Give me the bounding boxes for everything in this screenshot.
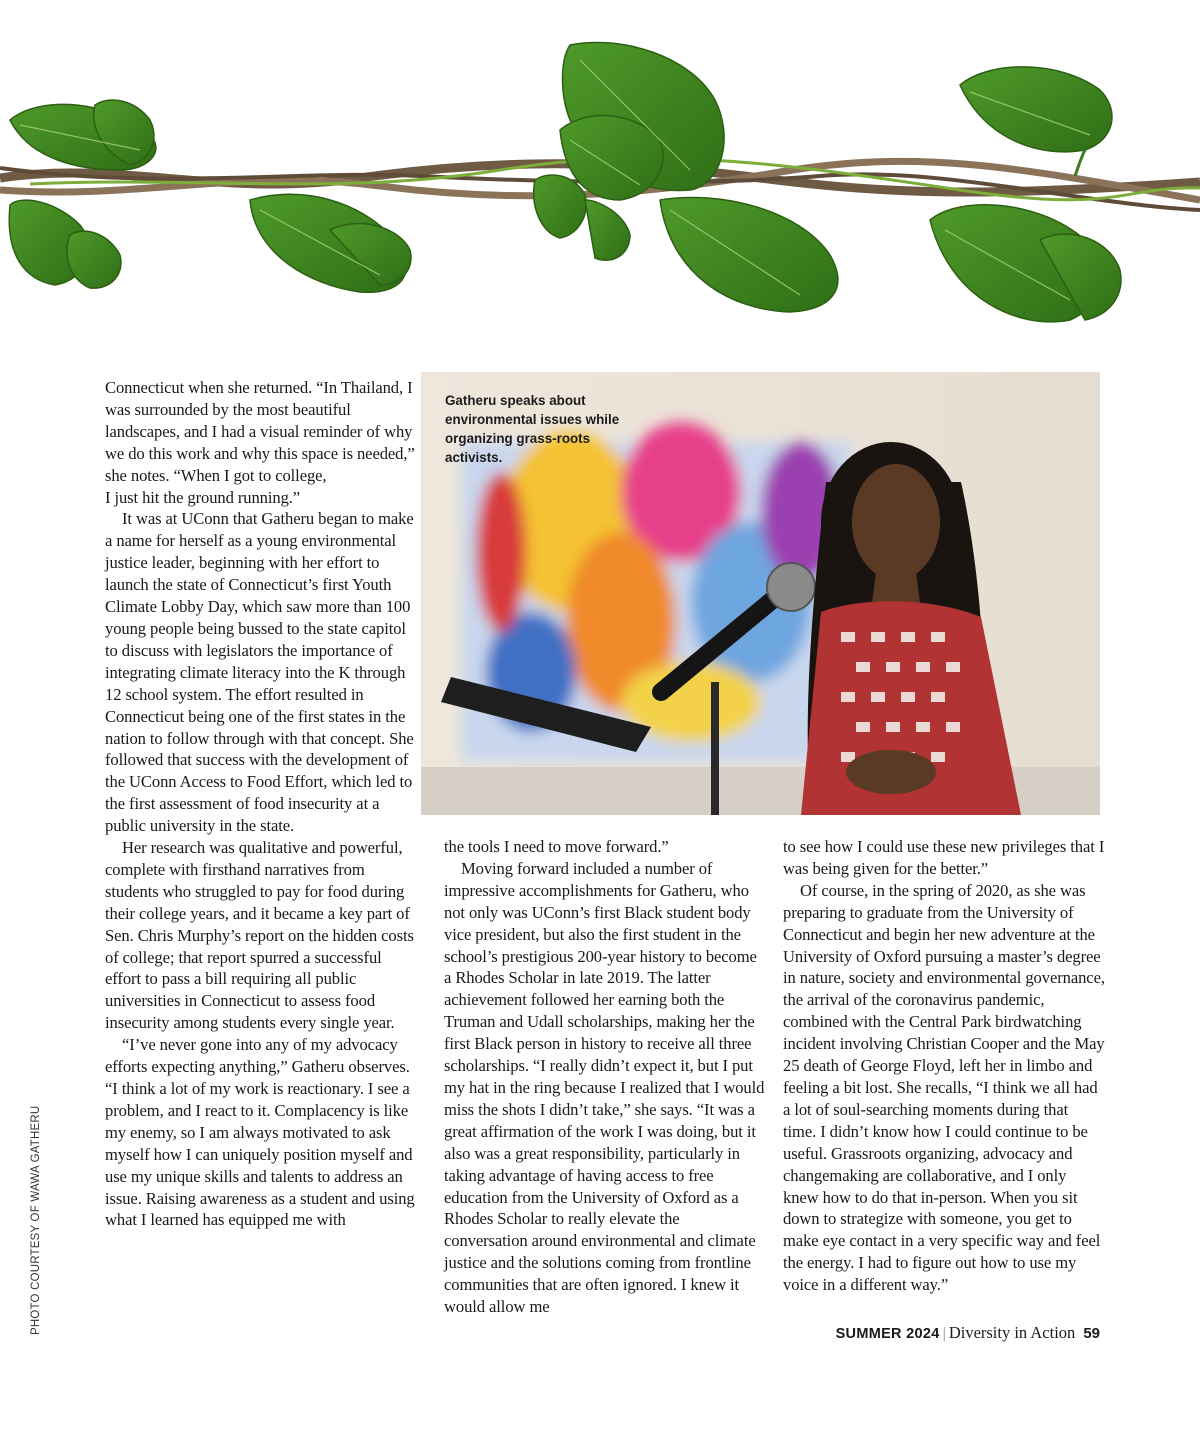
paragraph: the tools I need to move forward.” (444, 837, 669, 856)
paragraph: Connecticut when she returned. “In Thailand, I was surrounded by the most beautiful landscapes, and I had a visual reminder of why we do this work and why this space is needed,” she notes. “When I got to college, (105, 378, 415, 485)
speaker-photo (421, 372, 1100, 815)
article-column-3 (783, 836, 1105, 1296)
paragraph: Moving forward included a number of impressive accomplishments for Gatheru, who not only was UConn’s first Black student body vice president, but also the first student in the school’s prestigious 200-year history to become a Rhodes Scholar in late 2019. The latter achievement followed her earning both the Truman and Udall scholarships, making her the first Black person in history to receive all three scholarships. “I really didn’t expect it, but I put my hat in the ring because I realized that I would miss the shots I didn’t take,” she says. “It was a great affirmation of the work I was doing, but it also was a great responsibility, particularly in taking advantage of having access to free education from the University of Oxford as a Rhodes Scholar to really elevate the conversation around environmental and climate justice and the solutions coming from frontline communities that are often ignored. I knew it would allow me (444, 858, 765, 1317)
paragraph: “I’ve never gone into any of my advocacy efforts expecting anything,” Gatheru observes. “I think a lot of my work is reactionary. I see a problem, and I react to it. Complacency is like my enemy, so I am always motivated to ask myself how I can uniquely position myself and use my unique skills and talents to address an issue. Raising awareness as a student and using what I learned has equipped me with (105, 1035, 415, 1230)
issue-season: SUMMER 2024 (835, 1326, 940, 1342)
paragraph: It was at UConn that Gatheru began to make a name for herself as a young environmental justice leader, beginning with her effort to launch the state of Connecticut’s first Youth Climate Lobby Day, which saw more than 100 young people being bussed to the state capitol to discuss with legislators the importance of integrating climate literacy into the K through 12 school system. The effort resulted in Connecticut being one of the first states in the nation to follow through with that concept. She followed that success with the development of the UConn Access to Food Effort, which led to the first assessment of food insecurity at a public university in the state. (105, 509, 414, 836)
article-column-2 (444, 836, 766, 1318)
publication-name: Diversity in Action (948, 1323, 1076, 1342)
photo-credit: PHOTO COURTESY OF WAWA GATHERU (30, 1105, 42, 1335)
footer-separator: | (942, 1325, 946, 1342)
paragraph: I just hit the ground running.” (105, 487, 301, 507)
paragraph: to see how I could use these new privileges that I was being given for the better.” (783, 837, 1105, 878)
page-number: 59 (1083, 1325, 1100, 1342)
page-footer (836, 1323, 1100, 1344)
vine-illustration (0, 0, 1200, 370)
photo-caption: Gatheru speaks about environmental issues while organizing grass-roots activists. (445, 393, 620, 465)
article-column-1 (105, 377, 417, 1231)
paragraph: Her research was qualitative and powerful, complete with firsthand narratives from students who struggled to pay for food during their college years, and it became a key part of Sen. Chris Murphy’s report on the hidden costs of college; that report spurred a successful effort to pass a bill requiring all public universities in Connecticut to assess food insecurity among students every single year. (105, 838, 414, 1033)
paragraph: Of course, in the spring of 2020, as she was preparing to graduate from the University of Connecticut and begin her new adventure at the University of Oxford pursuing a master’s degree in nature, society and environmental governance, the arrival of the coronavirus pandemic, combined with the Central Park birdwatching incident involving Christian Cooper and the May 25 death of George Floyd, left her in limbo and feeling a bit lost. She recalls, “I think we all had a lot of soul-searching moments during that time. I didn’t know how I could continue to be useful. Grassroots organizing, advocacy and changemaking are collaborative, and I only knew how to do that in-person. When you sit down to strategize with someone, you get to make eye contact in a very specific way and feel the energy. I had to figure out how to use my voice in a different way.” (783, 880, 1105, 1295)
